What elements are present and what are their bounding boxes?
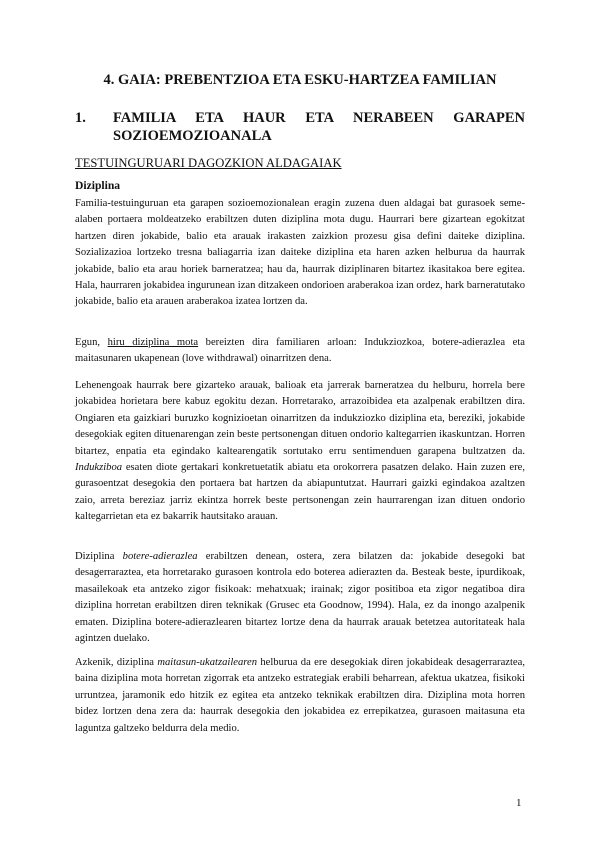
paragraph-3-b: esaten diote gertakari konkretuetatik abiatu eta orokorrera pasatzen delako. Hain zuzen ere, gurasoentzat desegokia den portaera bat hartzen da abiapuntutzat. Haurrari gaizki egindakoa azaltzen zaio, arreta bereziaz jarriz ekintza horrek beste pertsonengan zein haurrarengan izan dituen ondorio kaltegarrietan eta ez bakarrik hautsitako arauan. <box>75 462 525 523</box>
paragraph-5-a: Azkenik, diziplina <box>75 657 158 668</box>
chapter-title: 4. GAIA: PREBENTZIOA ETA ESKU-HARTZEA FAMILIAN <box>103 72 497 88</box>
paragraph-4-em: botere-adierazlea <box>122 551 198 562</box>
paragraph-3 <box>75 378 525 526</box>
paragraph-4 <box>75 549 525 647</box>
page-number: 1 <box>516 797 522 809</box>
paragraph-2 <box>75 335 525 368</box>
paragraph-1: Familia-testuinguruan eta garapen sozioemozionalean eragin zuzena duen aldagai bat gurasoek seme-alaben portaera moldeatzeko erabiltzen duten diziplina mota dugu. Haurrari bere gizartean egokitzat hartzen diren jokabide, balio eta arauak irakasten zaizkion prozesu gisa defini daiteke diziplina. Sozializazioa lortzeko tresna baliagarria izan daiteke diziplina eta haren azken helburua da haurrak jokabide, balio eta arau horiek barneratzea; hau da, haurrak diziplinaren bitartez ikasitakoa bere egitea. Hala, haurraren jokabidea ingurunean izan ditzakeen ondorioen araberakoa izan ordez, hark barneratutako jokabide, balio eta arauen araberakoa izatea lortzen da. <box>75 198 525 308</box>
paragraph-5 <box>75 655 525 737</box>
section-title-line1: FAMILIA ETA HAUR ETA NERABEEN GARAPEN <box>113 110 525 126</box>
paragraph-5-em: maitasun-ukatzailearen <box>157 657 257 668</box>
section-title-line2: SOZIOEMOZIOANALA <box>113 128 272 144</box>
paragraph-4-b: erabiltzen denean, ostera, zera bilatzen da: jokabide desegoki bat desagerraraztea, eta horretarako gurasoen kontrola edo boterea adierazten da. Besteak beste, ipurdikoak, masailekoak eta antzeko zigor fisikoak: mehatxuak; irainak; zigor positiboa eta zigor negatiboa dira diziplina horretan erabiltzen diren teknikak (Grusec eta Goodnow, 1994). Hala, ez da inongo azalpenik ematen. Diziplina botere-adierazlearen bitartez lortze dena da haurrak arauak betetzea autoritateak hala agintzen duelako. <box>75 551 525 645</box>
paragraph-4-a: Diziplina <box>75 551 123 562</box>
paragraph-2-pre: Egun, <box>75 337 108 348</box>
paragraph-5-b: helburua da ere desegokiak diren jokabideak desagerraraztea, baina diziplina mota horretan zigorrak eta antzeko estrategiak erabili beharrean, afektua ukatzea, fisikoki urruntzea, jaramonik edo hitzik ez egitea eta antzeko teknikak erabiltzen dira. Diziplina mota horren bidez lortzen dena zera da: haurrak desegokia den jokabidea ez errepikatzea, gurasoen maitasuna eta laguntza galtzeko beldurra dela medio. <box>75 657 525 734</box>
paragraph-2-post: bereizten dira familiaren arloan: Indukziozkoa, botere-adierazlea eta maitasunaren ukapenean (love withdrawal) oinarritzen dena. <box>75 337 525 365</box>
subheading-diziplina: Diziplina <box>75 179 121 192</box>
paragraph-3-em: Indukziboa <box>75 462 123 474</box>
paragraph-2-underlined: hiru diziplina mota <box>107 337 199 348</box>
subsection-title: TESTUINGURUARI DAGOZKION ALDAGAIAK <box>75 156 342 170</box>
section-number: 1. <box>75 110 86 126</box>
paragraph-3-a: Lehenengoak haurrak bere gizarteko arauak, balioak eta jarrerak barneratzea du helburu, horrela bere jokabidea horietara bere kabuz egokitu dezan. Horretarako, arrazoibidea eta azalpenak erabiltzen dira. Ongiaren eta gaizkiari buruzko kognizioetan oinarritzen da indukziozko diziplina eta, bereziki, jokabide desegokiak egiten dituenarengan zein beste pertsonengan dituen ondorio kaltegarrien ikaskuntzan. Horren bitartez, enpatia eta egindako kaltearengatik sortutako erru sentimenduen garapena bultzatzen da. <box>75 380 525 457</box>
